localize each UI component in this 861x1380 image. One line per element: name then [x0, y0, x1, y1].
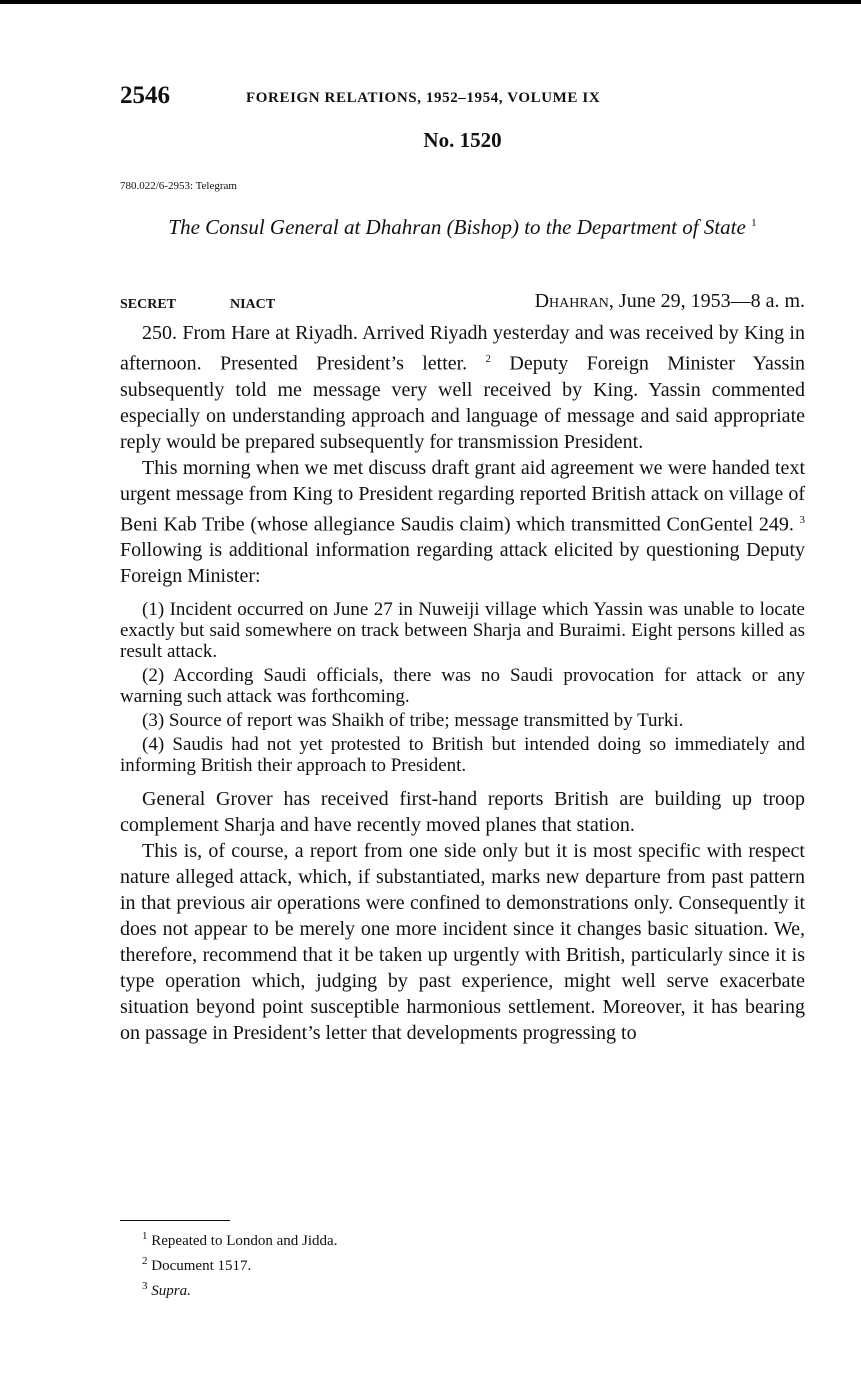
footnote-3	[120, 1276, 805, 1301]
footnotes	[120, 1226, 805, 1301]
list-item: (1) Incident occurred on June 27 in Nuweiji village which Yassin was unable to locate exactly but said somewhere on track between Sharja and Buraimi. Eight persons killed as result attack.	[120, 599, 805, 663]
footnote-rule	[120, 1220, 230, 1221]
date: June 29, 1953—8 a. m.	[618, 290, 805, 312]
paragraph-4: This is, of course, a report from one side only but it is most specific with respect nature alleged attack, which, if substantiated, marks new departure from past pattern in that previous air operations were confined to demonstrations only. Consequently it does not appear to be merely one more incident since it changes basic situation. We, therefore, recommend that it be taken up urgently with British, particularly since it is type operation which, judging by past experience, might well serve exacerbate situation beyond point susceptible harmonious settlement. Moreover, it has bearing on passage in President’s letter that developments progressing to	[120, 840, 805, 1045]
footnote-text: Repeated to London and Jidda.	[151, 1233, 338, 1249]
precedence: NIACT	[230, 297, 276, 312]
paragraph-2	[120, 455, 805, 590]
footnote-mark: 2	[142, 1255, 148, 1267]
footnote-text: Supra.	[151, 1283, 191, 1299]
spacer	[120, 776, 805, 786]
page-number: 2546	[120, 82, 170, 109]
paragraph-1	[120, 320, 805, 455]
footnote-mark: 3	[142, 1280, 148, 1292]
footnote-mark: 1	[142, 1230, 148, 1242]
footnote-2	[120, 1251, 805, 1276]
list-item: (3) Source of report was Shaikh of tribe; message transmitted by Turki.	[142, 710, 684, 732]
footnote-ref-2[interactable]: 2	[485, 353, 492, 365]
footnote-ref-1[interactable]: 1	[751, 217, 757, 229]
top-border	[0, 0, 861, 4]
document-title	[140, 210, 785, 240]
spacer	[120, 589, 805, 599]
list-item: (2) According Saudi officials, there was no Saudi provocation for attack or any warning such attack was forthcoming.	[120, 665, 805, 708]
paragraph-1-text-b: Deputy Foreign Minister Yassin subsequently told me message very well received by King. Yassin commented especially on understanding approach and language of message and said appropriate reply would be prepared subsequently for transmission President.	[120, 352, 806, 453]
classification: SECRET	[120, 297, 177, 312]
place-date	[535, 290, 805, 313]
file-reference: 780.022/6-2953: Telegram	[120, 180, 237, 192]
footnote-ref-3[interactable]: 3	[799, 513, 806, 526]
list-item: (4) Saudis had not yet protested to British but intended doing so immediately and informing British their approach to President.	[120, 734, 805, 777]
place: Dhahran,	[534, 290, 614, 312]
footnote-1	[120, 1226, 805, 1251]
paragraph-3: General Grover has received first-hand reports British are building up troop complement Sharja and have recently moved planes that station.	[120, 788, 805, 837]
dateline	[120, 290, 805, 316]
paragraph-2-text-a: This morning when we met discuss draft grant aid agreement we were handed text urgent message from King to President regarding reported British attack on village of Beni Kab Tribe (whose allegiance Saudis claim) which transmitted ConGentel 249.	[120, 456, 805, 536]
document-title-text: The Consul General at Dhahran (Bishop) to the Department of State	[168, 215, 746, 239]
page-header	[120, 82, 805, 112]
paragraph-2-text-b: Following is additional information regarding attack elicited by questioning Deputy Foreign Minister:	[120, 539, 805, 588]
running-head: FOREIGN RELATIONS, 1952–1954, VOLUME IX	[246, 90, 601, 106]
footnote-text: Document 1517.	[151, 1258, 252, 1274]
document-body	[120, 320, 805, 1046]
paragraph-1-text-a: 250. From Hare at Riyadh. Arrived Riyadh yesterday and was received by King in afternoon. Presented President’s letter.	[120, 322, 805, 375]
document-number: No. 1520	[423, 128, 502, 152]
